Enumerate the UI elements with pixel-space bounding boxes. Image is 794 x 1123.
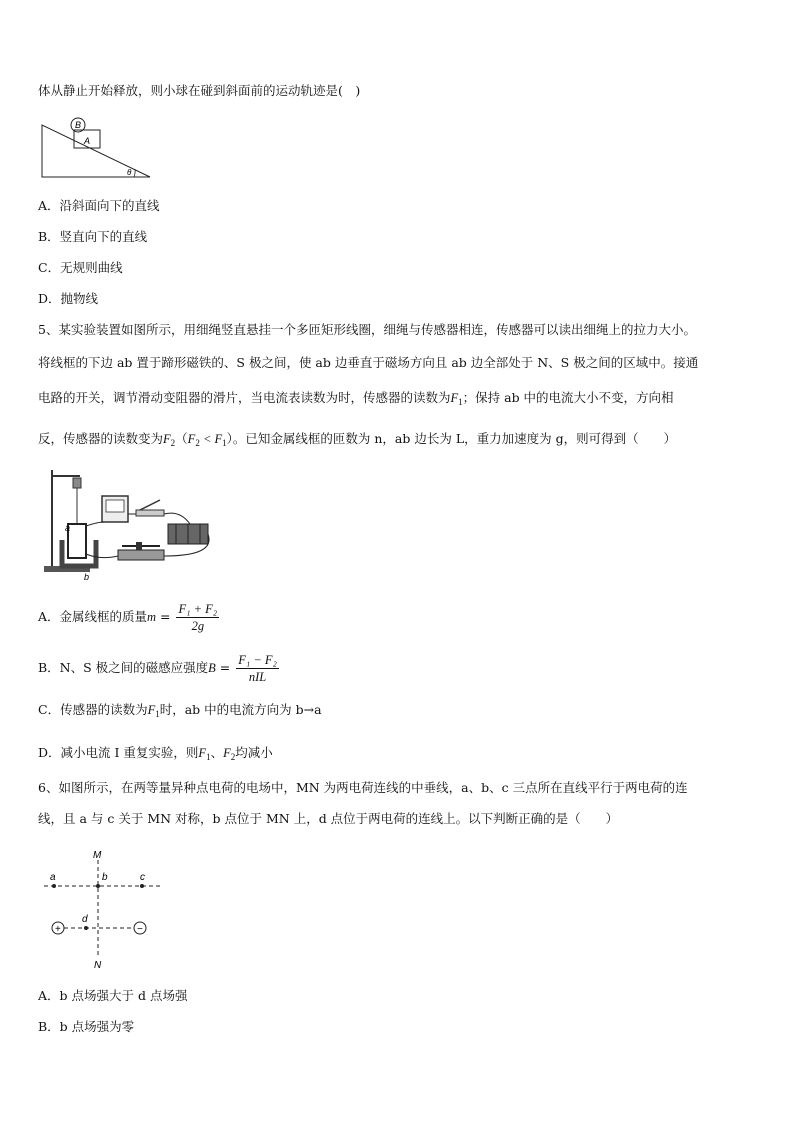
q6-option-a: A．b 点场强大于 d 点场强 <box>38 988 188 1003</box>
rheostat <box>118 550 164 560</box>
label-a: a <box>50 872 56 883</box>
q5-line-3: 电路的开关，调节滑动变阻器的滑片，当电流表读数为时，传感器的读数为$F_1$；保持 ab 中的电流大小不变，方向相 <box>38 390 674 407</box>
q6-option-b: B．b 点场强为零 <box>38 1019 135 1034</box>
q5-apparatus-figure <box>40 466 222 584</box>
ball-label: B <box>75 120 82 130</box>
switch <box>136 510 164 516</box>
q4-option-d: D．抛物线 <box>38 291 99 306</box>
label-m: M <box>93 850 102 861</box>
q5-line-2: 将线框的下边 ab 置于蹄形磁铁的、S 极之间，使 ab 边垂直于磁场方向且 ab 边全部处于 N、S 极之间的区域中。接通 <box>38 355 699 370</box>
q4-option-c: C．无规则曲线 <box>38 260 123 275</box>
label-d: d <box>82 914 88 925</box>
label-b: b <box>102 872 108 883</box>
label-c: c <box>140 872 145 883</box>
q5-option-d: D．减小电流 I 重复实验，则$F_1$、$F_2$均减小 <box>38 745 273 762</box>
q5-line-1: 5、某实验装置如图所示，用细绳竖直悬挂一个多匝矩形线圈，细绳与传感器相连，传感器可以读出细绳上的拉力大小。 <box>38 322 696 337</box>
label-a: a <box>65 523 71 533</box>
q5-option-c: C．传感器的读数为$F_1$时，ab 中的电流方向为 b→a <box>38 702 322 719</box>
q5-option-b: B．N、S 极之间的磁感应强度B = $\frac{\text{F₁ − F₂}}{\text{nIL}}$ <box>38 653 277 684</box>
q5-option-a: A．金属线框的质量m = $\frac{\text{F₁ + F₂}}{2g}$ <box>38 602 218 633</box>
q4-option-a: A．沿斜面向下的直线 <box>38 198 160 213</box>
q4-stem: 体从静止开始释放，则小球在碰到斜面前的运动轨迹是( ) <box>38 83 361 98</box>
q5-line-4: 反，传感器的读数变为$F_2(F_2 < F_1)$。已知金属线框的匝数为 n，ab 边长为 L，重力加速度为 g，则可得到（ ） <box>38 431 677 448</box>
label-b: b <box>84 572 90 582</box>
q4-option-b: B．竖直向下的直线 <box>38 229 148 244</box>
q6-field-figure <box>40 846 170 968</box>
q6-line-2: 线，且 a 与 c 关于 MN 对称，b 点位于 MN 上，d 点位于两电荷的连线上。以下判断正确的是（ ） <box>38 811 619 826</box>
q4-incline-figure <box>38 117 162 183</box>
plus-sign: + <box>55 924 61 935</box>
block-label: A <box>84 136 91 146</box>
q6-line-1: 6、如图所示，在两等量异种点电荷的电场中，MN 为两电荷连线的中垂线，a、b、c 三点所在直线平行于两电荷的连 <box>38 780 688 795</box>
angle-label: θ <box>127 168 132 177</box>
minus-sign: − <box>137 924 143 935</box>
label-n: N <box>94 960 102 968</box>
coil <box>68 524 86 558</box>
sensor <box>73 478 81 488</box>
